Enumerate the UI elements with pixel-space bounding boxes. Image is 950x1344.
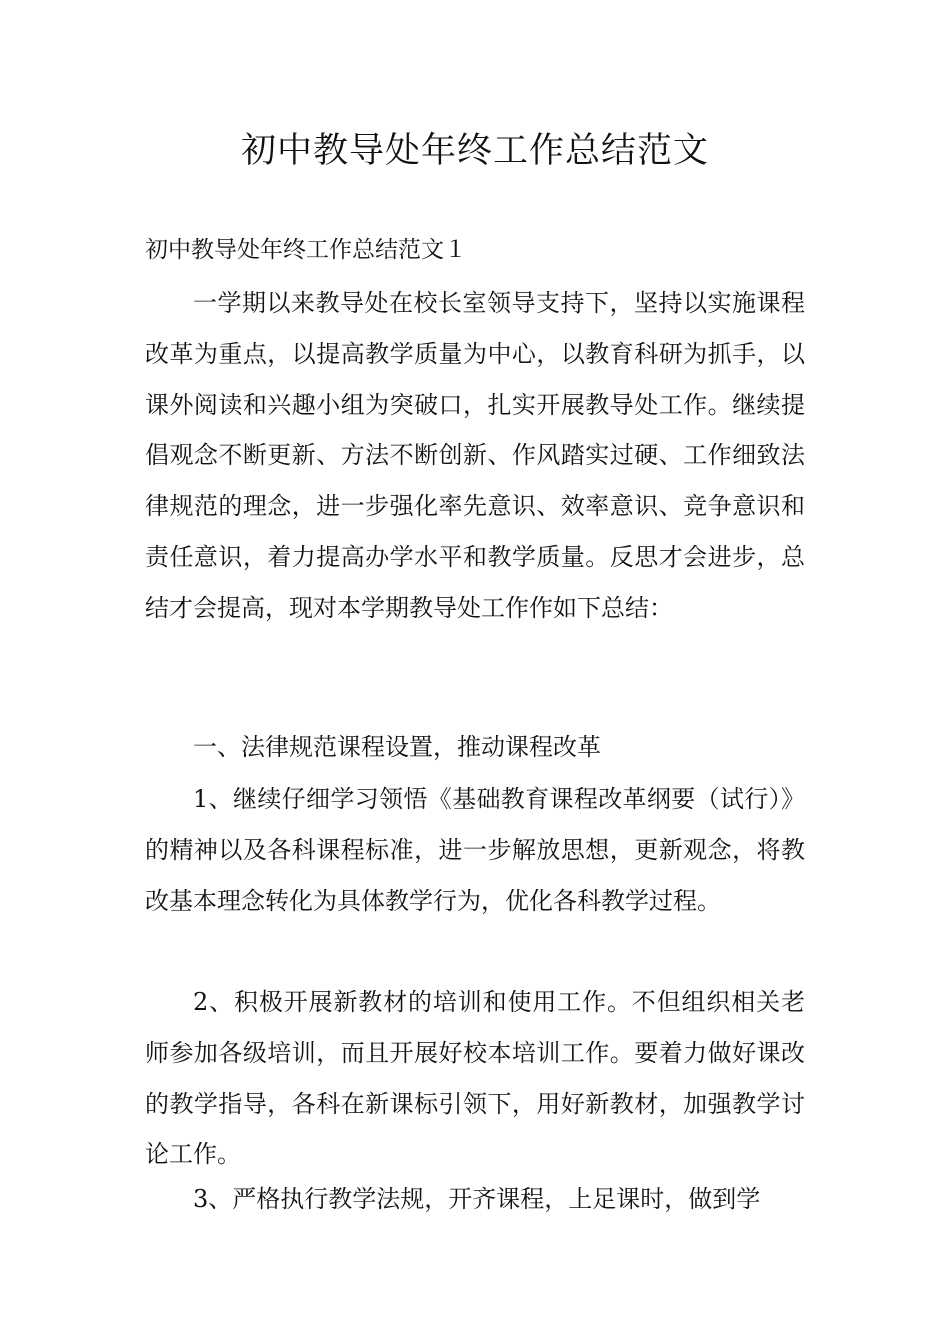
paragraph-item-1: 1、继续仔细学习领悟《基础教育课程改革纲要（试行）》的精神以及各科课程标准，进一步解放思想，更新观念，将教改基本理念转化为具体教学行为，优化各科教学过程。	[145, 785, 805, 915]
section-heading-1: 一、法律规范课程设置，推动课程改革	[193, 733, 601, 761]
paragraph-intro: 一学期以来教导处在校长室领导支持下，坚持以实施课程改革为重点，以提高教学质量为中心，以教育科研为抓手，以课外阅读和兴趣小组为突破口，扎实开展教导处工作。继续提倡观念不断更新、方法不断创新、作风踏实过硬、工作细致法律规范的理念，进一步强化率先意识、效率意识、竞争意识和责任意识，着力提高办学水平和教学质量。反思才会进步，总结才会提高，现对本学期教导处工作作如下总结：	[145, 289, 805, 622]
document-title: 初中教导处年终工作总结范文	[240, 131, 709, 171]
paragraph-item-2: 2、积极开展新教材的培训和使用工作。不但组织相关老师参加各级培训，而且开展好校本培训工作。要着力做好课改的教学指导，各科在新课标引领下，用好新教材，加强教学讨论工作。	[145, 988, 805, 1169]
paragraph-item-3: 3、严格执行教学法规，开齐课程，上足课时，做到学	[193, 1185, 761, 1213]
document-subtitle: 初中教导处年终工作总结范文１	[145, 237, 467, 263]
